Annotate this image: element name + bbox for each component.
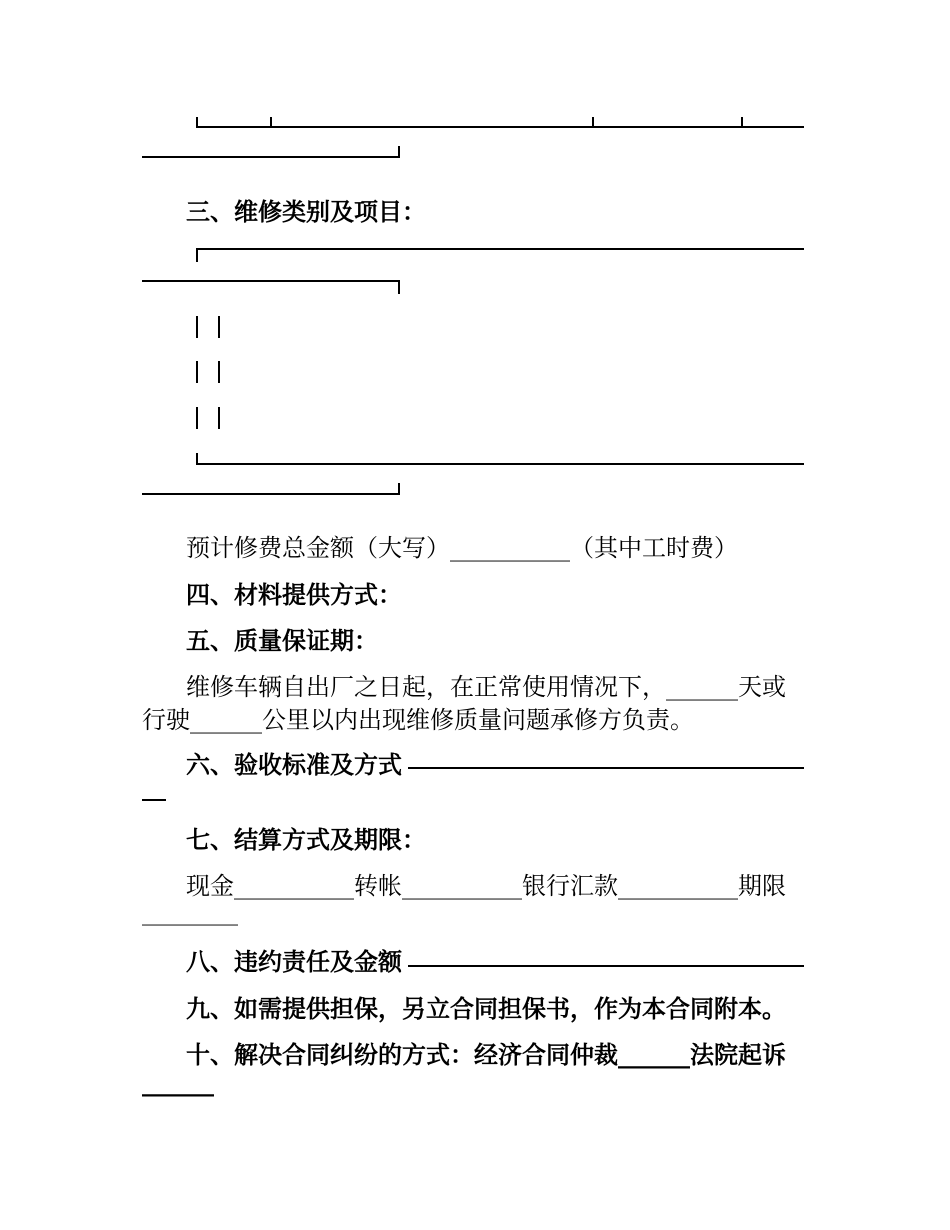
table-divider [741,117,743,128]
table-top-border-cont [142,280,400,282]
table-row-right [218,407,220,429]
section-8-fill-line[interactable] [408,965,804,967]
table-row-left [196,361,198,383]
table-corner [398,146,400,158]
table-corner [398,280,400,294]
cash-label: 现金 [186,872,234,900]
estimate-label: 预计修费总金额（大写） [186,534,450,562]
cash-blank[interactable]: __________ [234,872,354,900]
term-line [142,898,804,926]
warranty-text: 公里以内出现维修质量问题承修方负责。 [262,706,694,734]
transfer-label: 转帐 [354,872,402,900]
estimate-note: （其中工时费） [570,534,738,562]
table-row-left [196,407,198,429]
dispute-text: 法院起诉 [690,1040,786,1069]
warranty-km-blank[interactable]: ______ [190,706,262,734]
court-blank-line [142,1068,804,1097]
settlement-line [142,866,848,901]
table-bottom-border [196,463,804,465]
table-top-border [196,248,804,250]
bank-label: 银行汇款 [522,872,618,900]
term-blank[interactable]: ________ [142,898,238,926]
table-row-right [218,316,220,338]
table-row-left [196,316,198,338]
court-blank[interactable]: ______ [142,1068,214,1097]
estimate-line [142,528,848,563]
table-divider [270,117,272,128]
section-4-heading: 四、材料提供方式： [186,580,402,609]
table-bottom-border [196,126,804,128]
warranty-days-blank[interactable]: ______ [666,673,738,701]
section-6-fill-line[interactable] [408,767,804,769]
section-6-fill-line-cont[interactable] [142,799,166,801]
warranty-text: 天或 [738,673,786,701]
section-6-heading: 六、验收标准及方式 [186,750,402,779]
section-7-heading: 七、结算方式及期限： [186,825,426,854]
table-corner [398,483,400,495]
estimate-blank[interactable]: __________ [450,534,570,562]
table-bottom-border-cont [142,493,400,495]
table-corner [196,248,198,262]
section-3-heading: 三、维修类别及项目： [186,197,426,226]
term-label: 期限 [738,872,786,900]
arbitration-blank[interactable]: ______ [618,1040,690,1069]
warranty-text: 维修车辆自出厂之日起，在正常使用情况下， [186,673,666,701]
warranty-text: 行驶 [142,706,190,734]
section-10-line [142,1035,848,1070]
warranty-line-1 [142,667,848,702]
table-divider [592,117,594,128]
section-8-heading: 八、违约责任及金额 [186,947,402,976]
dispute-text: 十、解决合同纠纷的方式：经济合同仲裁 [186,1040,618,1069]
warranty-line-2 [142,700,804,735]
section-5-heading: 五、质量保证期： [186,626,378,655]
transfer-blank[interactable]: __________ [402,872,522,900]
table-bottom-border-cont [142,156,400,158]
bank-blank[interactable]: __________ [618,872,738,900]
section-9-text: 九、如需提供担保，另立合同担保书，作为本合同附本。 [186,994,786,1023]
table-row-right [218,361,220,383]
